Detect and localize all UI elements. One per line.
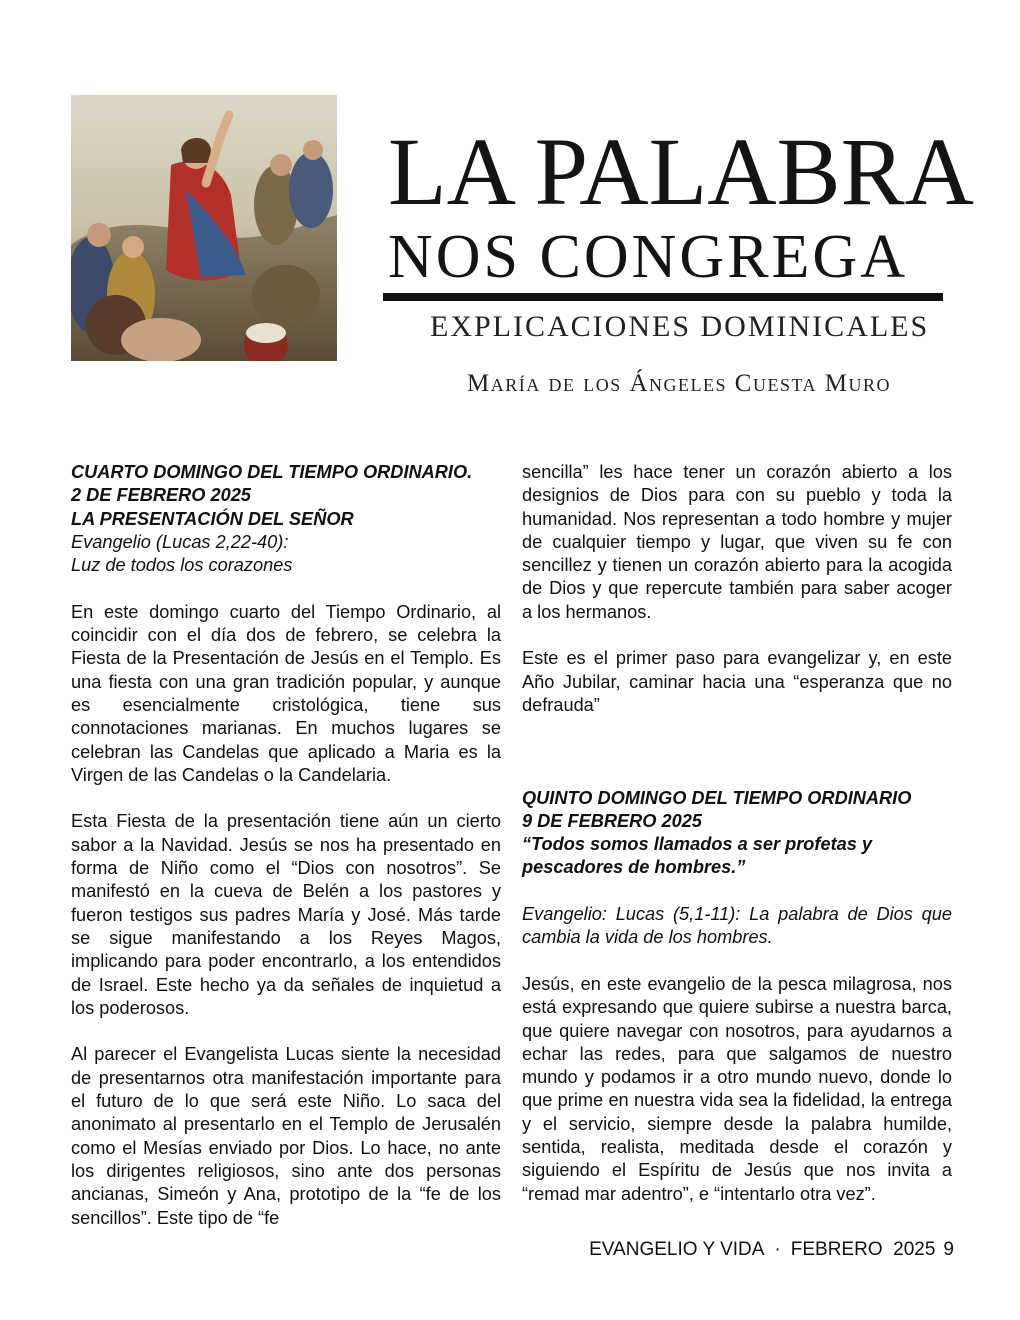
sermon-on-the-mount-painting	[71, 95, 337, 361]
gospel-theme: Luz de todos los corazones	[71, 555, 293, 576]
footer-magazine: EVANGELIO Y VIDA	[589, 1239, 765, 1260]
page-number: 9	[943, 1239, 954, 1260]
paragraph: En este domingo cuarto del Tiempo Ordinario, al coincidir con el día dos de febrero, se celebra la Fiesta de la Presentación de Jesús en el Templo. Es una fiesta con una gran tradición popular, y aunque es esencialmente cristológica, tiene sus connotaciones marianas. En muchos lugares se celebran las Candelas que aplicado a Maria es la Virgen de las Candelas o la Candelaria.	[71, 601, 501, 785]
paragraph: Este es el primer paso para evangelizar y, en este Año Jubilar, caminar hacia una “esperanza que no defrauda”	[522, 648, 952, 715]
paragraph: sencilla” les hace tener un corazón abierto a los designios de Dios para con su pueblo y toda la humanidad. Nos representan a todo hombre y mujer de cualquier tiempo y lugar, que viven su fe con sencillez y tienen un corazón abierto para la acogida de Dios y que repercute también para saber acoger a los hermanos.	[522, 462, 952, 622]
gospel-reference: Evangelio (Lucas 2,22-40):	[71, 531, 289, 552]
section-heading-fourth-sunday	[71, 461, 501, 577]
page-footer	[540, 1238, 954, 1262]
article-column-right	[522, 461, 952, 1206]
paragraph: Jesús, en este evangelio de la pesca milagrosa, nos está expresando que quiere subirse a nuestra barca, que quiere navegar con nosotros, para ayudarnos a echar las redes, para que salgamos de nuestro mundo y podamos ir a otro mundo nuevo, donde lo que prime en nuestra vida sea la fidelidad, la entrega y el servicio, siempre desde la palabra humilde, sentida, realista, meditada desde el corazón y siguiendo el Espíritu de Jesús que nos invita a “remad mar adentro”, e “intentarlo otra vez”.	[522, 973, 952, 1204]
footer-separator: ·	[774, 1239, 781, 1260]
paragraph: Esta Fiesta de la presentación tiene aún un cierto sabor a la Navidad. Jesús se nos ha presentado en forma de Niño como el “Dios con nosotros”. Se manifestó en la cueva de Belén a los pastores y fueron testigos sus padres María y José. Más tarde se sigue manifestando a los Reyes Magos, implicando para poder encontrarlo, a los entendidos de Israel. Este hecho ya da señales de inquietud a los poderosos.	[71, 811, 501, 1018]
heading-line: QUINTO DOMINGO DEL TIEMPO ORDINARIO	[522, 787, 912, 808]
masthead-subtitle: EXPLICACIONES DOMINICALES	[430, 310, 930, 343]
section-spacer	[522, 741, 952, 787]
article-column-left	[71, 461, 501, 1230]
author-name: María de los Ángeles Cuesta Muro	[467, 370, 891, 397]
heading-quote: “Todos somos llamados a ser profetas y pescadores de hombres.”	[522, 834, 873, 878]
heading-date: 9 DE FEBRERO 2025	[522, 810, 702, 831]
masthead-title-line1: LA PALABRA	[388, 118, 974, 225]
section-heading-fifth-sunday	[522, 787, 952, 880]
heading-date: 2 DE FEBRERO 2025	[71, 485, 251, 506]
heading-line: CUARTO DOMINGO DEL TIEMPO ORDINARIO.	[71, 462, 473, 482]
heading-feast: LA PRESENTACIÓN DEL SEÑOR	[71, 508, 354, 529]
paragraph: Al parecer el Evangelista Lucas siente la necesidad de presentarnos otra manifestación importante para el futuro de lo que será este Niño. Lo saca del anonimato al presentarlo en el Templo de Jerusalén como el Mesías enviado por Dios. Lo hace, no ante los dirigentes religiosos, sino ante dos personas ancianas, Simeón y Ana, prototipo de la “fe de los sencillos”. Este tipo de “fe	[71, 1044, 501, 1228]
gospel-reference: Evangelio: Lucas (5,1-11): La palabra de Dios que cambia la vida de los hombres.	[522, 904, 952, 948]
footer-issue: FEBRERO 2025	[790, 1239, 936, 1260]
masthead-divider	[383, 293, 943, 301]
header-painting	[71, 95, 337, 361]
masthead-title-line2: NOS CONGREGA	[388, 223, 908, 291]
